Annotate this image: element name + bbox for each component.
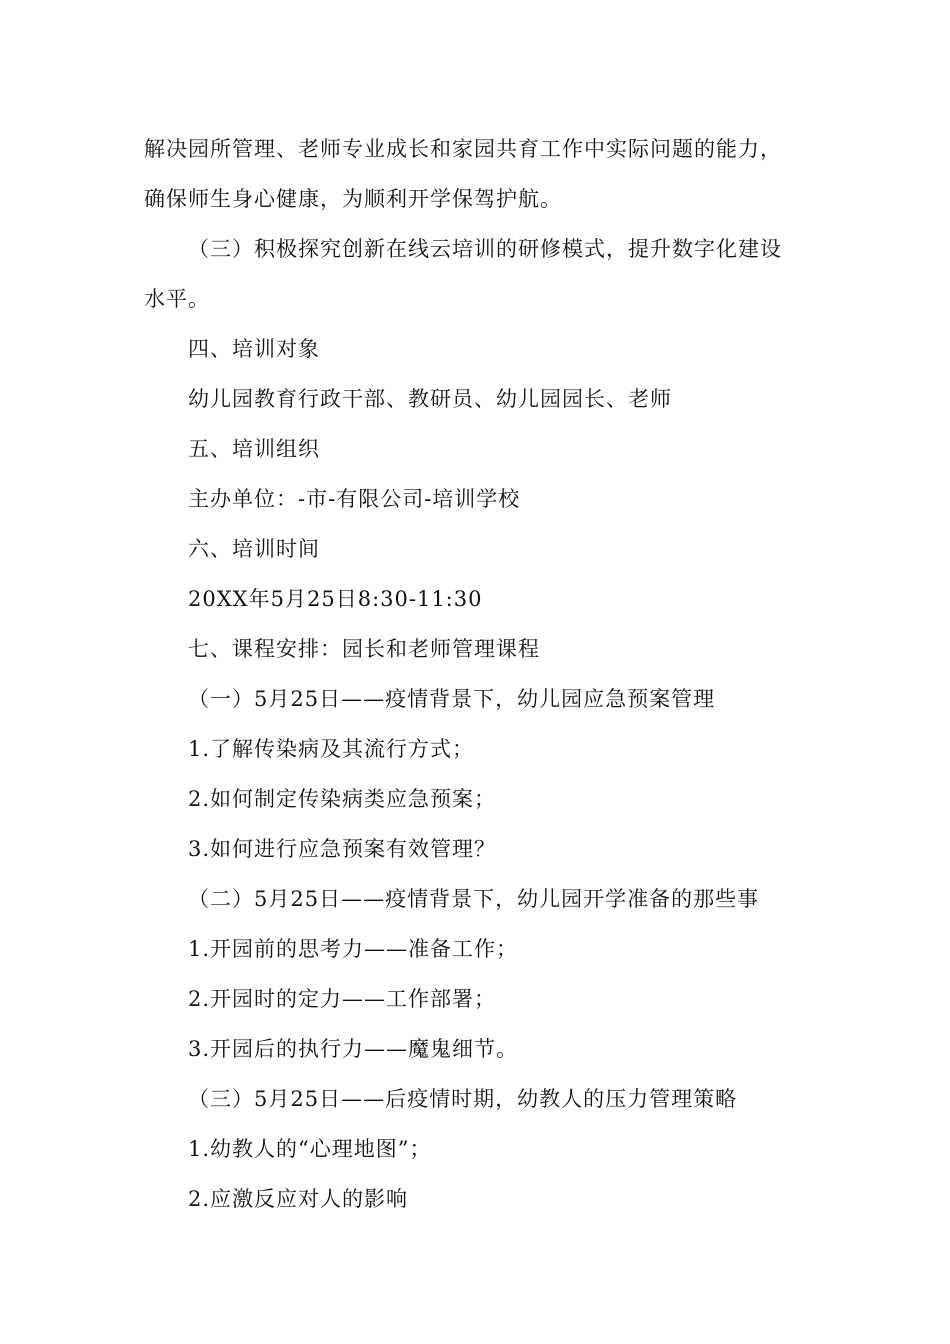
- list-item: 1.开园前的思考力——准备工作；: [188, 937, 519, 961]
- list-item: 1.幼教人的“心理地图”；: [188, 1137, 432, 1161]
- section-heading: 七、课程安排：园长和老师管理课程: [188, 637, 540, 661]
- paragraph-line: 幼儿园教育行政干部、教研员、幼儿园园长、老师: [188, 387, 672, 411]
- paragraph-line: （三）积极探究创新在线云培训的研修模式，提升数字化建设: [188, 237, 782, 261]
- paragraph-line: 水平。: [144, 287, 210, 311]
- list-item: 3.开园后的执行力——魔鬼细节。: [188, 1037, 519, 1061]
- subsection-heading: （三）5月25日——后疫情时期，幼教人的压力管理策略: [188, 1087, 738, 1111]
- paragraph-line: 确保师生身心健康，为顺利开学保驾护航。: [144, 187, 562, 211]
- subsection-heading: （一）5月25日——疫情背景下，幼儿园应急预案管理: [188, 687, 716, 711]
- list-item: 3.如何进行应急预案有效管理？: [188, 837, 497, 861]
- paragraph-line: 主办单位：-市-有限公司-培训学校: [188, 487, 521, 511]
- paragraph-line: 20XX年5月25日8:30-11:30: [188, 587, 483, 611]
- list-item: 2.开园时的定力——工作部署；: [188, 987, 497, 1011]
- subsection-heading: （二）5月25日——疫情背景下，幼儿园开学准备的那些事: [188, 887, 760, 911]
- list-item: 1.了解传染病及其流行方式；: [188, 737, 475, 761]
- list-item: 2.如何制定传染病类应急预案；: [188, 787, 497, 811]
- section-heading: 五、培训组织: [188, 437, 320, 461]
- list-item: 2.应激反应对人的影响: [188, 1187, 409, 1211]
- section-heading: 六、培训时间: [188, 537, 320, 561]
- section-heading: 四、培训对象: [188, 337, 320, 361]
- paragraph-line: 解决园所管理、老师专业成长和家园共育工作中实际问题的能力，: [144, 137, 782, 161]
